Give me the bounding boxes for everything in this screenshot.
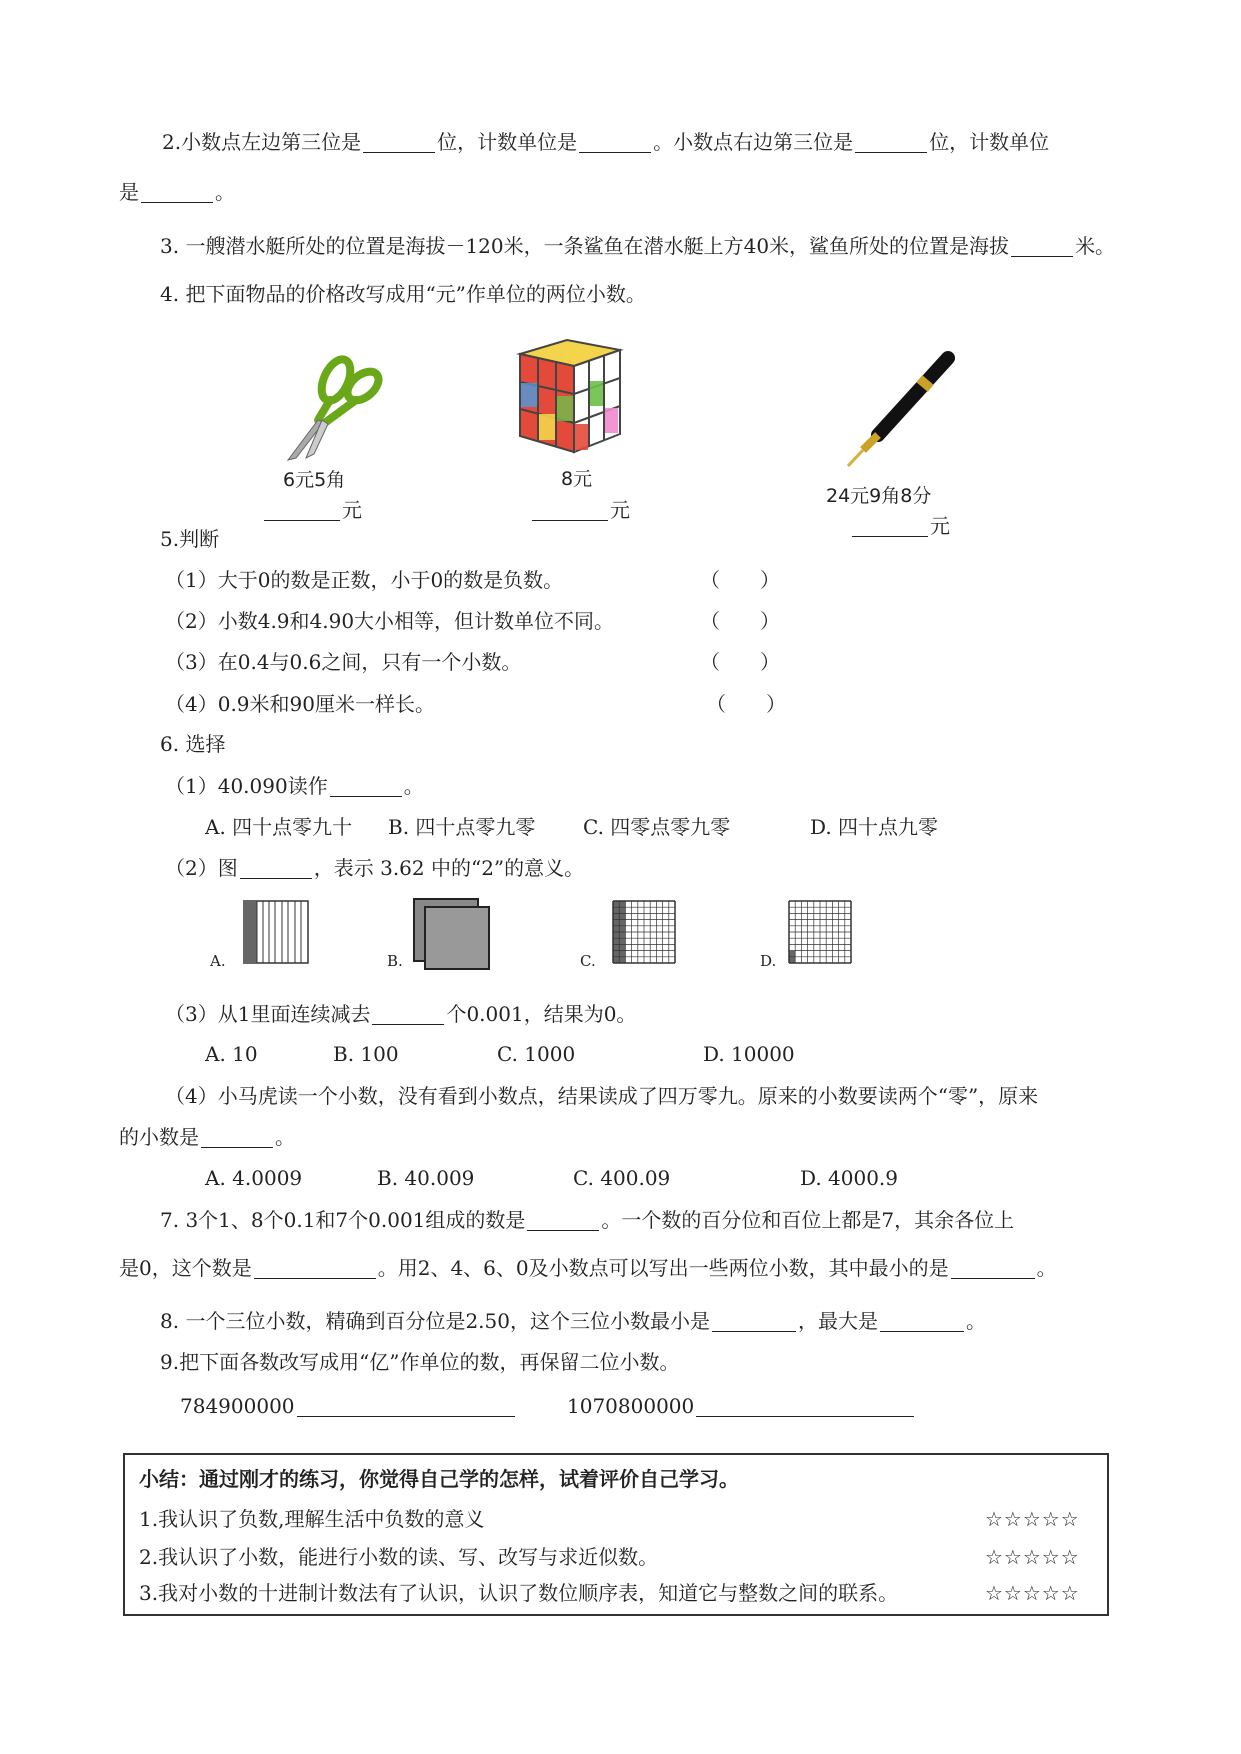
figure-b[interactable] xyxy=(413,898,491,970)
figure-c[interactable] xyxy=(612,900,678,964)
q5-answer-3[interactable]: （ ） xyxy=(700,650,780,674)
q6-s3-option-b[interactable]: B. 100 xyxy=(333,1042,399,1066)
q4-item2-answer: 元 xyxy=(530,496,630,524)
q8-blank-2[interactable] xyxy=(880,1311,964,1332)
q4-item1-blank[interactable] xyxy=(264,500,340,521)
summary-box xyxy=(123,1453,1109,1616)
q6-s4-option-a[interactable]: A. 4.0009 xyxy=(205,1166,303,1190)
figure-d-label: D. xyxy=(760,952,777,970)
q3-blank[interactable] xyxy=(1011,236,1073,257)
q9-item-1: 784900000 xyxy=(180,1392,517,1420)
q9-item-2: 1070800000 xyxy=(567,1392,916,1420)
q6-s4-option-b[interactable]: B. 40.009 xyxy=(377,1166,475,1190)
figure-c-label: C. xyxy=(580,952,596,970)
q6-s1-option-d[interactable]: D. 四十点九零 xyxy=(810,815,939,839)
q6-s3-blank[interactable] xyxy=(372,1004,444,1025)
q7-blank-2[interactable] xyxy=(254,1258,376,1279)
q6-s3: （3）从1里面连续减去 个0.001，结果为0。 xyxy=(165,1002,637,1026)
q6-s4-option-d[interactable]: D. 4000.9 xyxy=(800,1166,899,1190)
figure-a-label: A. xyxy=(210,952,226,970)
q6-s1-blank[interactable] xyxy=(330,776,402,797)
summary-stars-2[interactable]: ☆☆☆☆☆ xyxy=(985,1545,1080,1569)
summary-item-2: 2.我认识了小数，能进行小数的读、写、改写与求近似数。 xyxy=(139,1545,659,1569)
q4-item2-price: 8元 xyxy=(561,468,593,490)
q4-item1-answer: 元 xyxy=(262,496,362,524)
q6-s3-option-c[interactable]: C. 1000 xyxy=(497,1042,576,1066)
q6-s3-option-d[interactable]: D. 10000 xyxy=(703,1042,795,1066)
q2-blank-2[interactable] xyxy=(579,132,651,153)
q9-blank-1[interactable] xyxy=(297,1396,515,1417)
q2-line1: 2.小数点左边第三位是 位，计数单位是 。小数点右边第三位是 位，计数单位 xyxy=(162,130,1050,154)
q6-s4-line2: 的小数是 。 xyxy=(119,1125,295,1149)
summary-stars-1[interactable]: ☆☆☆☆☆ xyxy=(985,1507,1080,1531)
q7-line1: 7. 3个1、8个0.1和7个0.001组成的数是 。一个数的百分位和百位上都是7，其余各位上 xyxy=(160,1208,1015,1232)
rubiks-cube-image xyxy=(512,336,627,456)
q5-title: 5.判断 xyxy=(160,527,220,551)
q5-item-2: （2）小数4.9和4.90大小相等，但计数单位不同。 xyxy=(165,609,615,633)
summary-item-1: 1.我认识了负数,理解生活中负数的意义 xyxy=(139,1507,485,1531)
q7-line2: 是0，这个数是 。用2、4、6、0及小数点可以写出一些两位小数，其中最小的是 。 xyxy=(119,1256,1057,1280)
q5-item-3: （3）在0.4与0.6之间，只有一个小数。 xyxy=(165,650,522,674)
q6-s1-option-b[interactable]: B. 四十点零九零 xyxy=(388,815,536,839)
summary-title: 小结：通过刚才的练习，你觉得自己学的怎样，试着评价自己学习。 xyxy=(139,1467,739,1491)
q9-title: 9.把下面各数改写成用“亿”作单位的数，再保留二位小数。 xyxy=(160,1350,680,1374)
q4-item3-blank[interactable] xyxy=(852,516,928,537)
q6-s4-option-c[interactable]: C. 400.09 xyxy=(573,1166,671,1190)
pen-image xyxy=(838,350,958,470)
q9-blank-2[interactable] xyxy=(696,1396,914,1417)
q5-item-1: （1）大于0的数是正数，小于0的数是负数。 xyxy=(165,568,564,592)
q4-item3-answer: 元 xyxy=(850,512,950,540)
q2-blank-1[interactable] xyxy=(363,132,435,153)
q5-answer-1[interactable]: （ ） xyxy=(700,568,780,592)
q4-item3-price: 24元9角8分 xyxy=(826,485,932,507)
q7-blank-3[interactable] xyxy=(951,1258,1035,1279)
q8-line: 8. 一个三位小数，精确到百分位是2.50，这个三位小数最小是 ，最大是 。 xyxy=(160,1309,986,1333)
q8-blank-1[interactable] xyxy=(712,1311,796,1332)
q4-title: 4. 把下面物品的价格改写成用“元”作单位的两位小数。 xyxy=(160,282,646,306)
scissors-image xyxy=(268,350,383,462)
q6-s4-blank[interactable] xyxy=(201,1127,273,1148)
q3-line: 3. 一艘潜水艇所处的位置是海拔－120米，一条鲨鱼在潜水艇上方40米，鲨鱼所处的位置是海拔 米。 xyxy=(160,234,1116,258)
q6-s2: （2）图 ，表示 3.62 中的“2”的意义。 xyxy=(165,856,585,880)
q6-s3-option-a[interactable]: A. 10 xyxy=(205,1042,258,1066)
q6-s1-option-a[interactable]: A. 四十点零九十 xyxy=(205,815,353,839)
q4-item2-blank[interactable] xyxy=(532,500,608,521)
q5-answer-4[interactable]: （ ） xyxy=(706,692,786,716)
q6-s2-blank[interactable] xyxy=(240,858,312,879)
q6-s1: （1）40.090读作 。 xyxy=(165,774,424,798)
figure-a[interactable] xyxy=(243,900,309,964)
q5-item-4: （4）0.9米和90厘米一样长。 xyxy=(165,692,435,716)
q4-item1-price: 6元5角 xyxy=(283,469,346,491)
summary-stars-3[interactable]: ☆☆☆☆☆ xyxy=(985,1581,1080,1605)
figure-b-label: B. xyxy=(387,952,403,970)
q2-blank-4[interactable] xyxy=(141,182,213,203)
figure-d[interactable] xyxy=(788,900,854,964)
q6-s1-option-c[interactable]: C. 四零点零九零 xyxy=(583,815,731,839)
q5-answer-2[interactable]: （ ） xyxy=(700,609,780,633)
q6-s4-line1: （4）小马虎读一个小数，没有看到小数点，结果读成了四万零九。原来的小数要读两个“零”，原来 xyxy=(165,1084,1039,1108)
q7-blank-1[interactable] xyxy=(527,1210,599,1231)
q6-title: 6. 选择 xyxy=(160,732,226,756)
q2-line2: 是 。 xyxy=(119,180,235,204)
q2-blank-3[interactable] xyxy=(855,132,927,153)
summary-item-3: 3.我对小数的十进制计数法有了认识，认识了数位顺序表，知道它与整数之间的联系。 xyxy=(139,1581,899,1605)
